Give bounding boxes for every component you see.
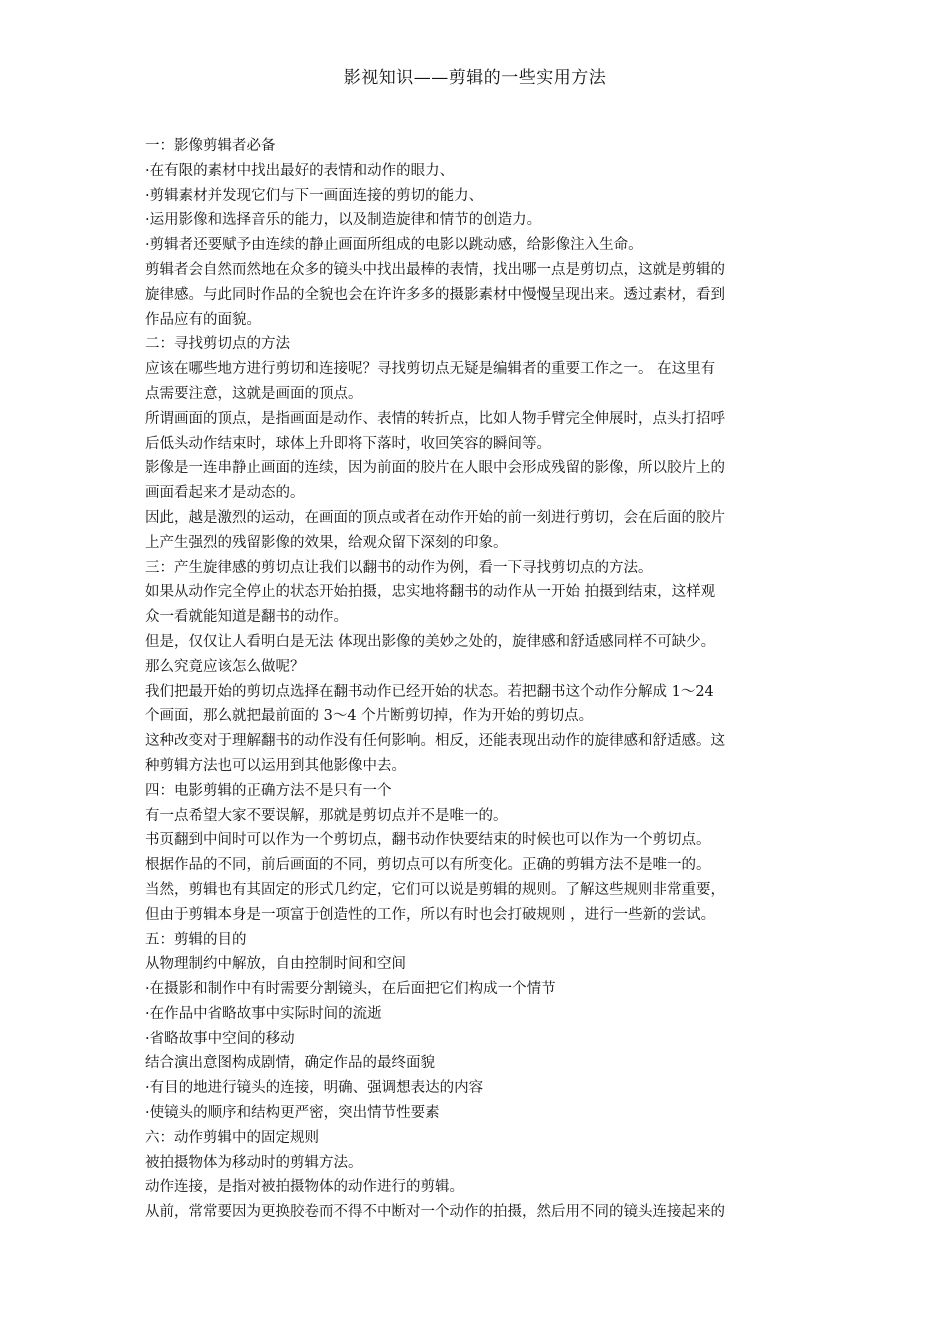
document-body: [145, 134, 809, 1225]
text-line: 书页翻到中间时可以作为一个剪切点，翻书动作快要结束的时候也可以作为一个剪切点。: [145, 832, 711, 849]
text-line: ·使镜头的顺序和结构更严密，突出情节性要素: [145, 1105, 440, 1122]
text-line: 五：剪辑的目的: [145, 931, 247, 948]
text-line: 点需要注意，这就是画面的顶点。: [145, 385, 363, 402]
text-line: 应该在哪些地方进行剪切和连接呢？寻找剪切点无疑是编辑者的重要工作之一。 在这里有: [145, 361, 716, 378]
text-line: ·剪辑者还要赋予由连续的静止画面所组成的电影以跳动感，给影像注入生命。: [145, 237, 643, 254]
text-line: 四：电影剪辑的正确方法不是只有一个: [145, 782, 392, 799]
text-line: 影像是一连串静止画面的连续，因为前面的胶片在人眼中会形成残留的影像，所以胶片上的: [145, 460, 725, 477]
text-line: 剪辑者会自然而然地在众多的镜头中找出最棒的表情，找出哪一点是剪切点，这就是剪辑的: [145, 261, 725, 278]
text-line: 画面看起来才是动态的。: [145, 485, 305, 502]
text-line: 所谓画面的顶点，是指画面是动作、表情的转折点，比如人物手臂完全伸展时，点头打招呼: [145, 410, 725, 427]
text-line: 旋律感。与此同时作品的全貌也会在许许多多的摄影素材中慢慢呈现出来。透过素材，看到: [145, 286, 725, 303]
text-line: ·剪辑素材并发现它们与下一画面连接的剪切的能力、: [145, 187, 484, 204]
text-line: 那么究竟应该怎么做呢？: [145, 658, 305, 675]
text-line: 上产生强烈的残留影像的效果，给观众留下深刻的印象。: [145, 534, 508, 551]
text-line: 从物理制约中解放，自由控制时间和空间: [145, 956, 406, 973]
text-line: 个画面，那么就把最前面的 3～4 个片断剪切掉，作为开始的剪切点。: [145, 708, 594, 725]
text-line: 如果从动作完全停止的状态开始拍摄，忠实地将翻书的动作从一开始 拍摄到结束，这样观: [145, 584, 716, 601]
text-line: ·省略故事中空间的移动: [145, 1030, 295, 1047]
text-line: ·在摄影和制作中有时需要分割镜头，在后面把它们构成一个情节: [145, 981, 556, 998]
text-line: 这种改变对于理解翻书的动作没有任何影响。相反，还能表现出动作的旋律感和舒适感。这: [145, 733, 725, 750]
text-line: 结合演出意图构成剧情，确定作品的最终面貌: [145, 1055, 435, 1072]
text-line: 动作连接，是指对被拍摄物体的动作进行的剪辑。: [145, 1179, 464, 1196]
document-title: 影视知识——剪辑的一些实用方法: [343, 68, 607, 88]
text-line: 有一点希望大家不要误解，那就是剪切点并不是唯一的。: [145, 807, 508, 824]
text-line: 种剪辑方法也可以运用到其他影像中去。: [145, 757, 406, 774]
text-line: ·在有限的素材中找出最好的表情和动作的眼力、: [145, 162, 455, 179]
text-line: 二：寻找剪切点的方法: [145, 336, 290, 353]
text-line: 根据作品的不同，前后画面的不同，剪切点可以有所变化。正确的剪辑方法不是唯一的。: [145, 857, 711, 874]
text-line: ·有目的地进行镜头的连接，明确、强调想表达的内容: [145, 1080, 484, 1097]
text-line: 我们把最开始的剪切点选择在翻书动作已经开始的状态。若把翻书这个动作分解成 1～24: [145, 683, 714, 700]
text-line: ·运用影像和选择音乐的能力，以及制造旋律和情节的创造力。: [145, 212, 542, 229]
text-line: ·在作品中省略故事中实际时间的流逝: [145, 1005, 382, 1022]
text-line: 三：产生旋律感的剪切点让我们以翻书的动作为例，看一下寻找剪切点的方法。: [145, 559, 653, 576]
text-line: 六：动作剪辑中的固定规则: [145, 1129, 319, 1146]
text-line: 因此，越是激烈的运动，在画面的顶点或者在动作开始的前一刻进行剪切，会在后面的胶片: [145, 509, 725, 526]
text-line: 从前，常常要因为更换胶卷而不得不中断对一个动作的拍摄，然后用不同的镜头连接起来的: [145, 1204, 725, 1221]
text-line: 众一看就能知道是翻书的动作。: [145, 609, 348, 626]
text-line: 作品应有的面貌。: [145, 311, 261, 328]
text-line: 但由于剪辑本身是一项富于创造性的工作，所以有时也会打破规则 ，进行一些新的尝试。: [145, 906, 716, 923]
text-line: 后低头动作结束时，球体上升即将下落时，收回笑容的瞬间等。: [145, 435, 551, 452]
text-line: 但是，仅仅让人看明白是无法 体现出影像的美妙之处的，旋律感和舒适感同样不可缺少。: [145, 633, 716, 650]
text-line: 当然，剪辑也有其固定的形式几约定，它们可以说是剪辑的规则。了解这些规则非常重要，: [145, 881, 725, 898]
text-line: 一：影像剪辑者必备: [145, 138, 276, 154]
text-line: 被拍摄物体为移动时的剪辑方法。: [145, 1154, 363, 1171]
